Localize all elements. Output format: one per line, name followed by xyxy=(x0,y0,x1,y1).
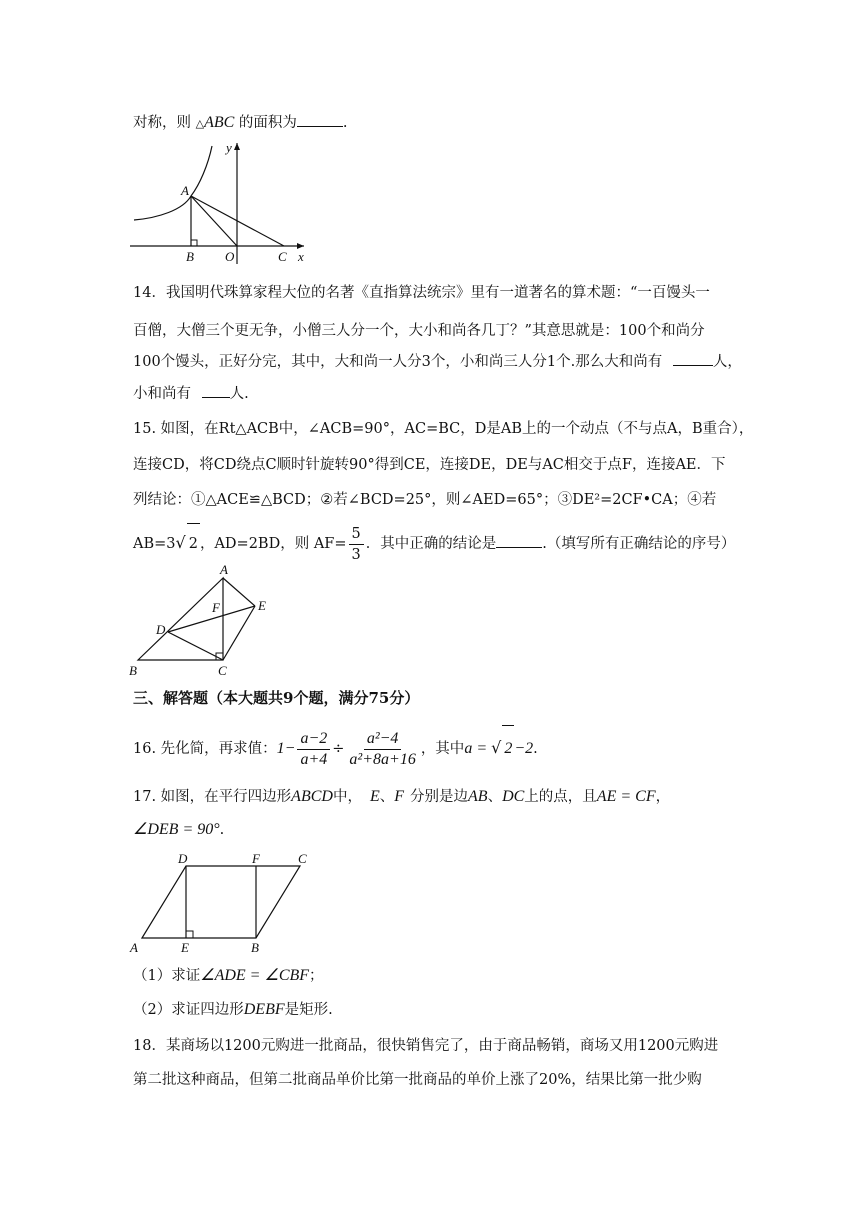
answer-blank-big-monks[interactable] xyxy=(673,351,713,366)
fraction-denominator: 3 xyxy=(351,546,361,563)
q18-line-1: 18．某商场以1200元购进一批商品，很快销售完了，由于商品畅销，商场又用1200元购进 xyxy=(133,1038,719,1054)
segment-ae xyxy=(223,578,255,606)
q14-line-3-text: 100个馒头，正好分完，其中，大和尚一人分3个，小和尚三人分1个.那么大和尚有 xyxy=(133,354,663,370)
q14-line-3-end: 人， xyxy=(712,354,742,370)
q17-zhong: 中， xyxy=(332,789,362,805)
q16-f2-den: a²+8a+16 xyxy=(349,750,416,768)
q17-p1-text: （1）求证 xyxy=(133,968,201,984)
label-e: E xyxy=(181,940,189,955)
q16-fraction-1 xyxy=(297,729,330,770)
label-a: A xyxy=(130,940,138,955)
q15-line-4-end: .（填写所有正确结论的序号） xyxy=(542,536,736,552)
q17-dc: DC xyxy=(502,788,525,805)
q15-line-4-mid: ，AD=2BD，则 AF= xyxy=(199,536,347,552)
right-angle-mark xyxy=(191,240,197,246)
label-x: x xyxy=(298,249,304,264)
q14-line-2: 百僧，大僧三个更无争，小僧三人分一个，大小和尚各几丁？”其意思就是：100个和尚分 xyxy=(133,323,705,339)
label-y: y xyxy=(226,140,232,155)
q17-abcd: ABCD xyxy=(291,788,333,805)
triangle-symbol: △ xyxy=(195,117,205,130)
q17-e: E xyxy=(369,788,380,805)
q17-ae-cf: AE = CF xyxy=(596,788,656,805)
q16-one: 1− xyxy=(276,740,296,757)
q16-a-eq: a = xyxy=(464,740,492,757)
label-c: C xyxy=(298,851,307,866)
label-d: D xyxy=(178,851,188,866)
label-f: F xyxy=(212,600,220,615)
parallelogram-abcd xyxy=(142,866,300,938)
fraction-five-thirds xyxy=(349,524,364,565)
q17-f: F xyxy=(394,788,405,805)
label-f: F xyxy=(252,851,260,866)
label-c: C xyxy=(218,663,227,678)
q17-p2-end: 是矩形. xyxy=(284,1002,333,1018)
q17-shangdedian: 上的点，且 xyxy=(524,789,597,805)
q17-comma: ， xyxy=(655,789,671,805)
q17-line-1 xyxy=(133,787,670,807)
q13-line xyxy=(133,112,348,134)
q16-sqrt: 2 xyxy=(502,725,514,772)
label-a: A xyxy=(220,562,228,577)
q16-prompt: 16. 先化简，再求值： xyxy=(133,741,277,757)
label-b: B xyxy=(129,663,137,678)
label-b: B xyxy=(186,249,194,264)
q15-figure xyxy=(126,562,276,680)
q15-line-4: AB=3√ 2 ，AD=2BD，则 AF= $\frac{5}{3}$ ．其中正确的结论是 .（填写所有正确结论的序号） xyxy=(133,523,735,565)
segment-dc xyxy=(168,632,223,660)
q17-p1-end: ； xyxy=(309,968,324,984)
q16-fraction-2 xyxy=(346,729,418,770)
q17-angle-deb: ∠DEB = 90° xyxy=(133,821,220,838)
label-o: O xyxy=(225,249,235,264)
q18-line-2: 第二批这种商品，但第二批商品单价比第一批商品的单价上涨了20%，结果比第一批少购 xyxy=(133,1072,702,1088)
q14-line-4-end: 人. xyxy=(229,386,249,402)
q17-intro: 17. 如图，在平行四边形 xyxy=(133,789,292,805)
label-e: E xyxy=(258,598,266,613)
q17-part-1 xyxy=(133,966,324,986)
q16-end: . xyxy=(533,741,538,757)
q17-fenbie: 分别是边 xyxy=(410,789,469,805)
q17-p2-text: （2）求证四边形 xyxy=(133,1002,244,1018)
q13-end: . xyxy=(342,115,348,131)
q17-p1-math: ∠ADE = ∠CBF xyxy=(200,967,310,984)
q16-minus-two: −2 xyxy=(514,740,534,757)
division-sign: ÷ xyxy=(332,741,345,757)
q16-f2-num: a²−4 xyxy=(364,729,402,750)
answer-blank-conclusions[interactable] xyxy=(496,533,542,548)
q17-p2-math: DEBF xyxy=(243,1001,285,1018)
hyperbola-curve xyxy=(134,146,212,220)
q16-line: 16. 先化简，再求值：1− $\frac{a-2}{a+4}$ ÷ $\frac{\text{a²−4}}{\text{a²+8a+16}}$ ，其中a = √ 2 −2. xyxy=(133,725,538,772)
q15-line-2: 连接CD，将CD绕点C顺时针旋转90°得到CE，连接DE，DE与AC相交于点F，连接AE．下 xyxy=(133,457,726,473)
section-header: 三、解答题（本大题共9个题，满分75分） xyxy=(133,689,420,707)
q15-line-3: 列结论：①△ACE≌△BCD；②若∠BCD=25°，则∠AED=65°；③DE²=2CF•CA；④若 xyxy=(133,492,717,508)
y-axis-arrow xyxy=(234,143,240,150)
label-d: D xyxy=(156,622,166,637)
right-angle-mark xyxy=(186,931,193,938)
q13-figure xyxy=(128,140,308,265)
q14-line-3 xyxy=(133,351,742,372)
label-b: B xyxy=(251,940,259,955)
q15-line-1: 15. 如图，在Rt△ACB中，∠ACB=90°，AC=BC，D是AB上的一个动点（不与点A，B重合）， xyxy=(133,421,754,437)
q17-part-2 xyxy=(133,1000,333,1020)
q14-line-4 xyxy=(133,383,249,404)
q16-mid: ，其中 xyxy=(420,741,465,757)
q13-text: 对称，则 xyxy=(133,115,191,131)
q17-line-2 xyxy=(133,820,224,840)
q14-line-1: 14．我国明代珠算家程大位的名著《直指算法统宗》里有一道著名的算术题：“一百馒头一 xyxy=(133,285,710,301)
answer-blank-small-monks[interactable] xyxy=(202,383,230,398)
label-a: A xyxy=(181,183,189,198)
q17-line-2-end: . xyxy=(219,822,225,838)
q17-sep: 、 xyxy=(379,789,395,805)
q17-sep2: 、 xyxy=(487,789,503,805)
segment-ao xyxy=(191,196,237,246)
q13-abc: ABC xyxy=(204,114,235,131)
q15-line-4-post: ．其中正确的结论是 xyxy=(365,536,497,552)
fraction-numerator: 5 xyxy=(349,524,364,545)
q13-text-post: 的面积为 xyxy=(238,115,297,131)
q14-line-4-text: 小和尚有 xyxy=(133,386,191,402)
q15-ab-value: AB=3 xyxy=(133,536,176,552)
q16-f1-num: a−2 xyxy=(297,729,330,750)
q16-f1-den: a+4 xyxy=(300,750,328,768)
q17-figure xyxy=(126,850,316,958)
answer-blank[interactable] xyxy=(297,112,343,127)
q17-ab: AB xyxy=(468,788,488,805)
label-c: C xyxy=(278,249,287,264)
sqrt-radicand: 2 xyxy=(187,523,200,564)
